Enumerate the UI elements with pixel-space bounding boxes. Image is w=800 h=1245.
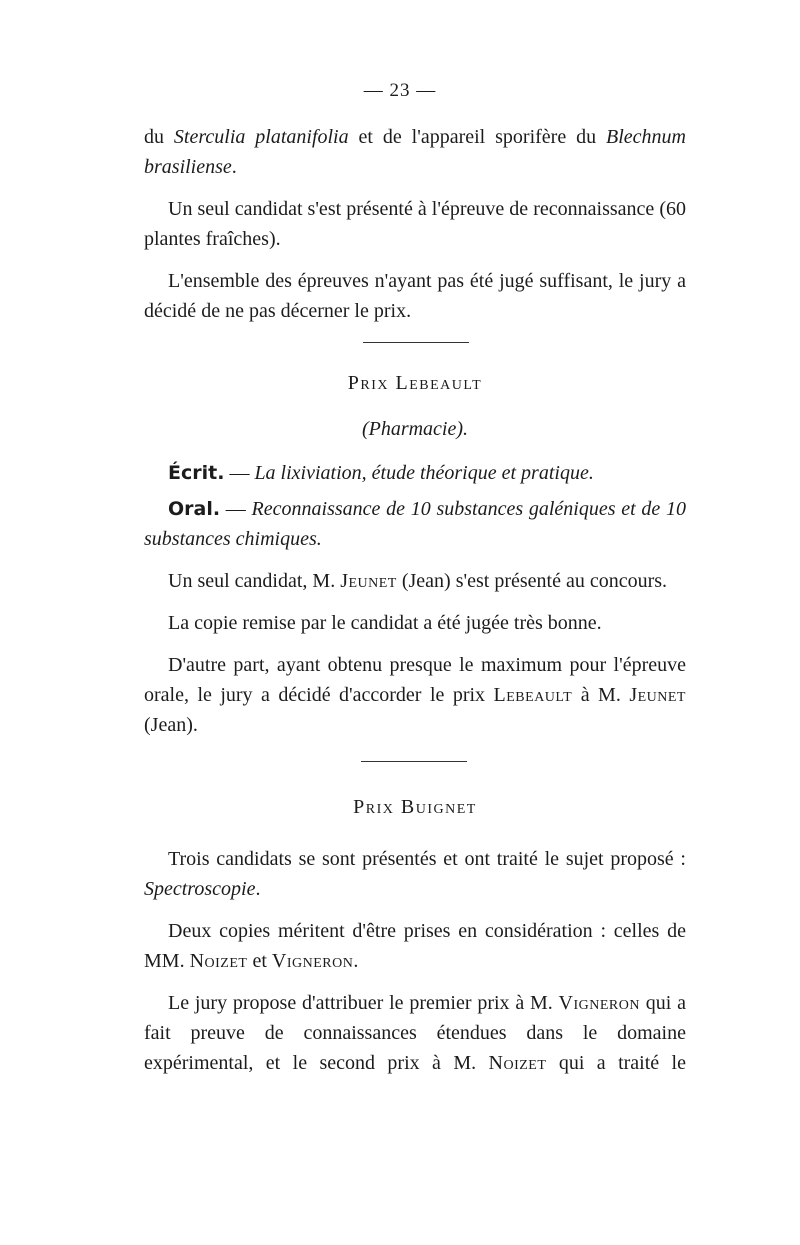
intro-paragraph-3: L'ensemble des épreuves n'ayant pas été jugé suffisant, le jury a décidé de ne pas décerner le prix.	[144, 270, 686, 322]
lebeault-paragraph-3	[144, 650, 686, 740]
text-run: (Jean).	[144, 714, 198, 736]
species-name: Blechnum brasiliense	[144, 126, 686, 178]
text-run: Un seul candidat, M.	[168, 570, 341, 592]
section-heading: Prix Buignet	[353, 796, 477, 818]
section-heading: Prix Lebeault	[347, 372, 483, 394]
person-name: Vigneron	[558, 992, 640, 1014]
intro-text: du	[144, 126, 174, 148]
dash: —	[220, 498, 252, 520]
person-name: Jeunet	[629, 684, 686, 706]
species-name: Sterculia platanifolia	[173, 126, 349, 148]
prize-name: Lebeault	[493, 684, 573, 706]
oral-line	[144, 494, 686, 554]
person-name: Jeunet	[340, 570, 397, 592]
section-divider	[363, 342, 469, 343]
lebeault-paragraph-1	[144, 566, 686, 596]
text-run: D'autre part, ayant obtenu presque le maximum pour l'épreuve orale, le jury a décidé d'accorder le prix	[144, 654, 686, 706]
ecrit-subject: La lixiviation, étude théorique et pratique.	[254, 462, 594, 484]
ecrit-line	[144, 458, 686, 488]
text-run: Trois candidats se sont présentés et ont traité le sujet proposé :	[168, 848, 686, 870]
prix-lebeault-section	[144, 368, 686, 752]
section-divider	[361, 761, 467, 762]
buignet-paragraph-1	[144, 844, 686, 904]
ecrit-label: Écrit.	[168, 462, 225, 484]
person-name: Vigneron	[271, 950, 354, 972]
text-run: qui a fait preuve de connaissances étendues dans le domaine expérimental, et le second prix à M.	[144, 992, 686, 1074]
lebeault-paragraph-2: La copie remise par le candidat a été jugée très bonne.	[168, 612, 602, 634]
intro-section	[144, 122, 686, 338]
person-name: Noizet	[488, 1052, 547, 1074]
buignet-paragraph-3	[144, 988, 686, 1078]
text-run: à M.	[572, 684, 630, 706]
prix-buignet-section	[144, 792, 686, 1090]
intro-text: et de l'appareil sporifère du	[348, 126, 607, 148]
text-run: (Jean) s'est présenté au concours.	[396, 570, 668, 592]
text-run: .	[255, 878, 261, 900]
dash: —	[224, 462, 255, 484]
text-run: Deux copies méritent d'être prises en considération : celles de MM.	[144, 920, 686, 972]
intro-paragraph-1	[144, 122, 686, 182]
intro-paragraph-2: Un seul candidat s'est présenté à l'épreuve de reconnaissance (60 plantes fraîches).	[144, 198, 686, 250]
text-run: .	[353, 950, 359, 972]
text-run: et	[247, 950, 272, 972]
section-subheading: (Pharmacie).	[361, 418, 469, 440]
text-run: Le jury propose d'attribuer le premier prix à M.	[168, 992, 559, 1014]
person-name: Noizet	[189, 950, 248, 972]
buignet-paragraph-2	[144, 916, 686, 976]
oral-subject: Reconnaissance de 10 substances galéniques et de 10 substances chimiques.	[144, 498, 686, 550]
intro-text: .	[231, 156, 237, 178]
text-run: qui a traité le	[546, 1052, 686, 1074]
oral-label: Oral.	[168, 498, 221, 520]
page-number: — 23 —	[363, 80, 437, 101]
subject-title: Spectroscopie	[144, 878, 256, 900]
